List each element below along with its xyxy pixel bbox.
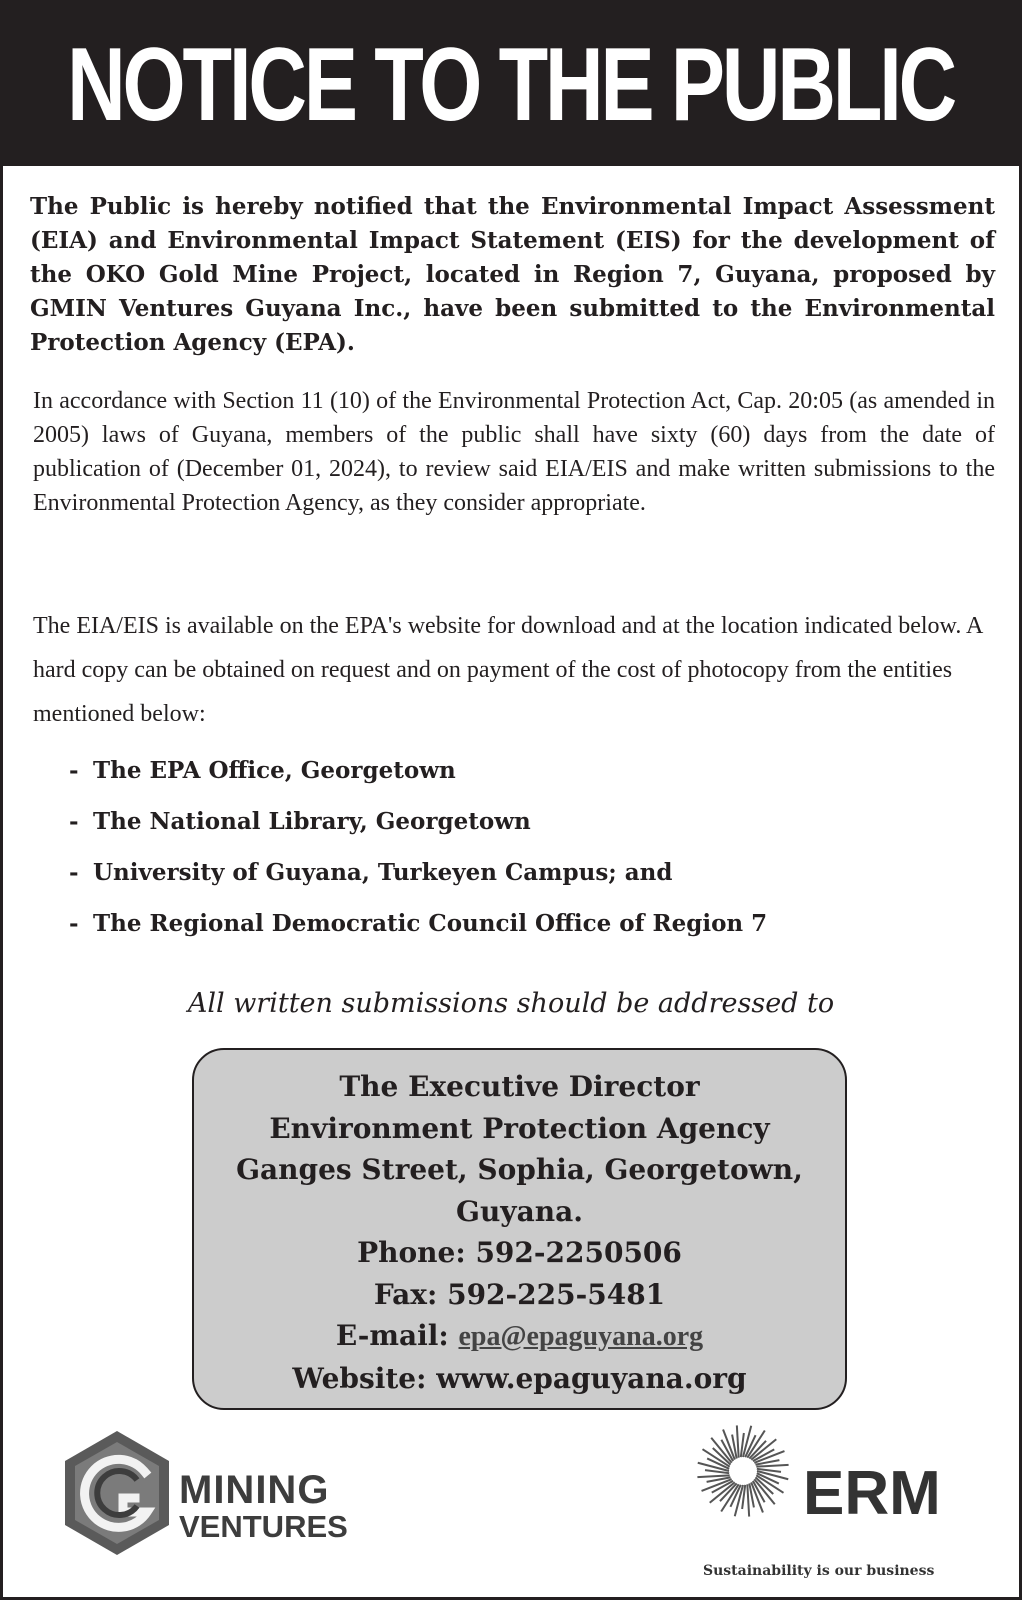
erm-sunburst-icon (695, 1423, 791, 1519)
sunburst-ray (747, 1484, 749, 1516)
list-item: - The Regional Democratic Council Office of Region 7 (69, 910, 768, 937)
erm-logo (703, 1443, 953, 1583)
notice-banner (3, 3, 1019, 166)
list-item: - The EPA Office, Georgetown (69, 757, 456, 784)
notice-title: NOTICE TO THE PUBLIC (67, 26, 955, 143)
website-value: www.epaguyana.org (436, 1361, 747, 1395)
address-line: Ganges Street, Sophia, Georgetown, (236, 1153, 803, 1186)
gmin-wordmark (179, 1470, 348, 1544)
sunburst-ray (756, 1465, 788, 1467)
website-line (194, 1358, 845, 1400)
gmin-line1: MINING (179, 1468, 330, 1512)
gmin-logo (61, 1428, 371, 1578)
location-label: The Regional Democratic Council Office of Region 7 (93, 910, 768, 937)
fax-value: 592-225-5481 (447, 1277, 666, 1311)
email-line (194, 1315, 845, 1358)
location-label: The National Library, Georgetown (93, 808, 531, 835)
address-box (192, 1048, 847, 1410)
erm-wordmark: ERM (803, 1459, 941, 1528)
address-line: Environment Protection Agency (269, 1111, 770, 1145)
website-label: Website: (292, 1361, 427, 1395)
review-period-paragraph: In accordance with Section 11 (10) of the Environmental Protection Act, Cap. 20:05 (as amended in 2005) laws of Guyana, members of the public shall have sixty (60) days from the date of publication of (December 01, 2024), to review said EIA/EIS and make written submissions to the Environmental Protection Agency, as they consider appropriate. (33, 388, 995, 516)
list-item: - University of Guyana, Turkeyen Campus; and (69, 859, 673, 886)
locations-list (69, 759, 767, 963)
fax-label: Fax: (373, 1277, 438, 1311)
email-link[interactable]: epa@epaguyana.org (458, 1321, 704, 1352)
location-label: University of Guyana, Turkeyen Campus; and (93, 859, 673, 886)
email-label: E-mail: (335, 1319, 449, 1352)
phone-label: Phone: (357, 1236, 466, 1269)
submissions-intro: All written submissions should be addressed to (187, 988, 835, 1019)
list-item: - The National Library, Georgetown (69, 808, 531, 835)
address-line: The Executive Director (339, 1070, 700, 1103)
gmin-logo-icon (61, 1428, 173, 1558)
address-line: Guyana. (456, 1194, 583, 1228)
phone-line (194, 1232, 845, 1274)
phone-value: 592-2250506 (475, 1236, 682, 1269)
fax-line (194, 1274, 845, 1316)
availability-paragraph: The EIA/EIS is available on the EPA's website for download and at the location indicated below. A hard copy can be obtained on request and on payment of the cost of photocopy from the entities mentioned below: (33, 613, 982, 727)
sunburst-ray (737, 1425, 739, 1457)
gmin-line2: VENTURES (179, 1509, 348, 1544)
location-label: The EPA Office, Georgetown (93, 757, 456, 784)
erm-tagline: Sustainability is our business (703, 1563, 935, 1579)
sunburst-ray (697, 1475, 729, 1477)
lead-paragraph: The Public is hereby notified that the Environmental Impact Assessment (EIA) and Environmental Impact Statement (EIS) for the development of the OKO Gold Mine Project, located in Region 7, Guyana, proposed by GMIN Ventures Guyana Inc., have been submitted to the Environmental Protection Agency (EPA). (30, 193, 995, 356)
